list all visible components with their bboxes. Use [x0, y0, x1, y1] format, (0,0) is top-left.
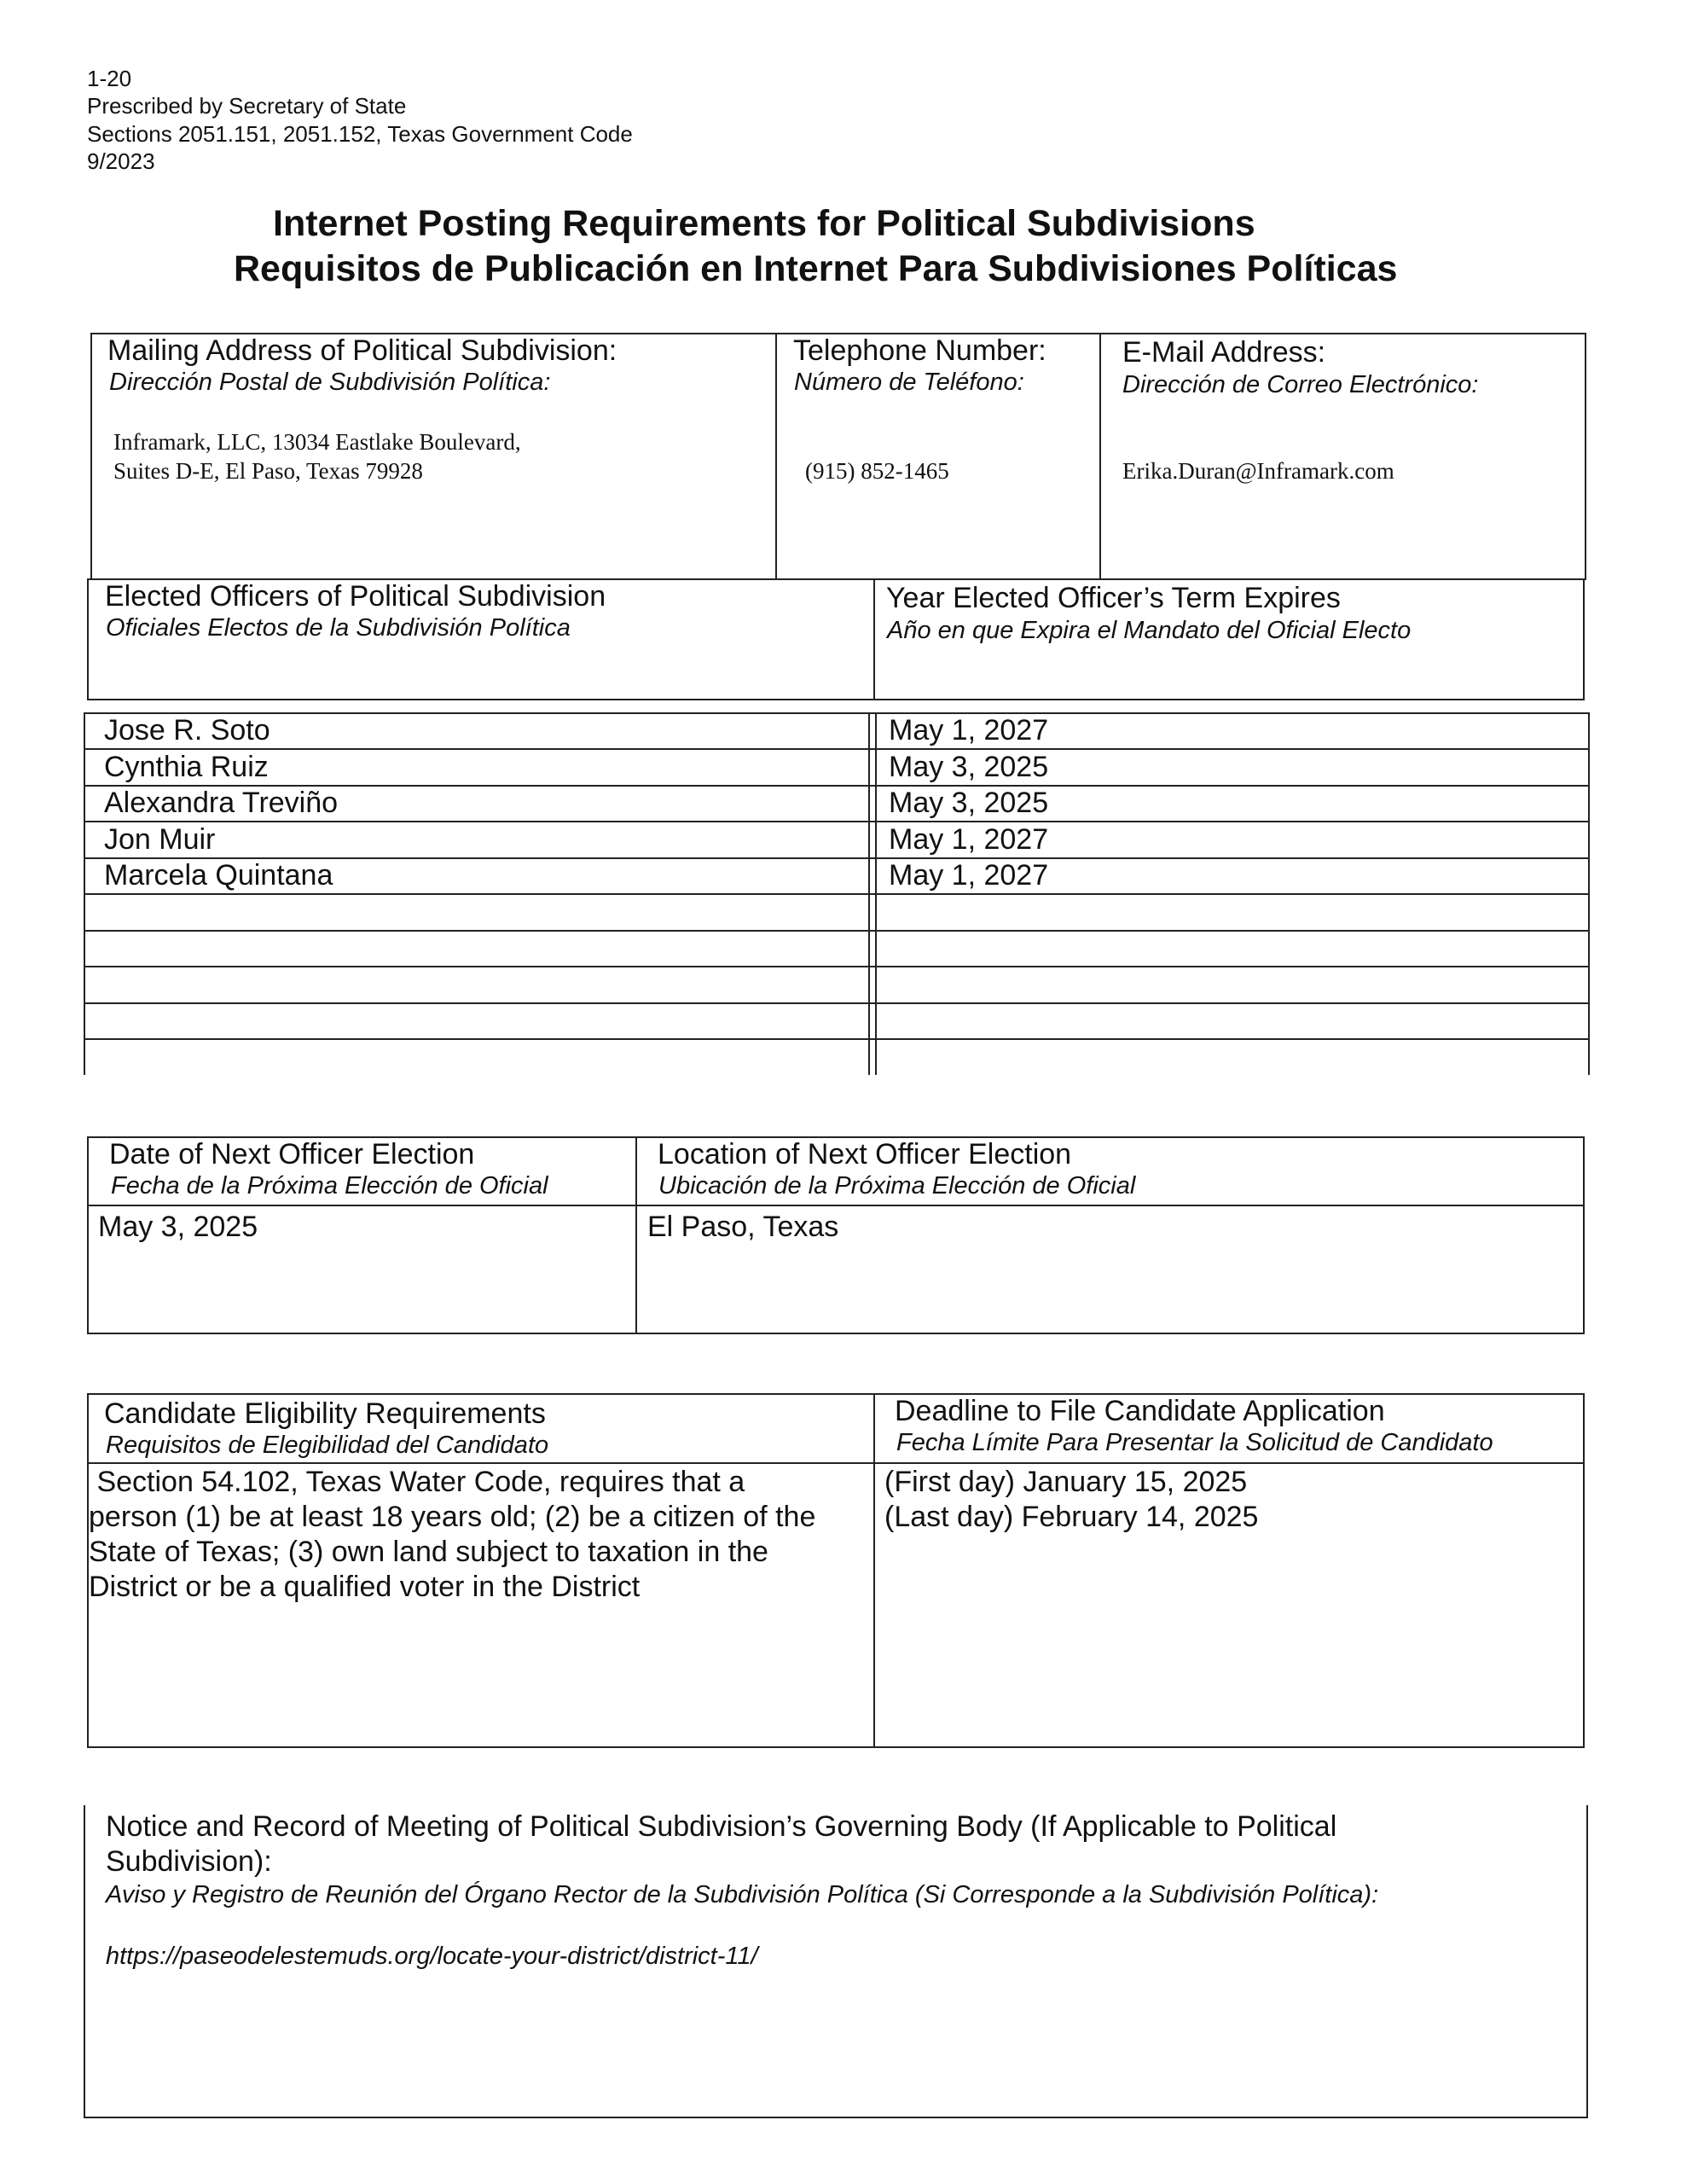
table-row: Jon Muir: [104, 823, 216, 856]
deadline-last-day: (Last day) February 14, 2025: [884, 1501, 1259, 1533]
officers-table: [84, 712, 1590, 1075]
divider: [87, 1462, 1585, 1464]
prescribed-by: Prescribed by Secretary of State: [87, 93, 407, 119]
divider: [873, 578, 875, 700]
title-english: Internet Posting Requirements for Political Subdivisions: [273, 203, 1255, 244]
email-value: Erika.Duran@Inframark.com: [1122, 458, 1394, 484]
term-column-label-es: Año en que Expira el Mandato del Oficial Electo: [887, 617, 1412, 644]
telephone-label-es: Número de Teléfono:: [794, 369, 1024, 396]
table-row: May 1, 2027: [889, 859, 1049, 892]
election-date-label: Date of Next Officer Election: [109, 1138, 475, 1170]
form-number: 1-20: [87, 66, 132, 91]
divider: [1099, 333, 1101, 580]
title-spanish: Requisitos de Publicación en Internet Para Subdivisiones Políticas: [234, 248, 1398, 289]
deadline-first-day: (First day) January 15, 2025: [884, 1466, 1248, 1498]
email-label-es: Dirección de Correo Electrónico:: [1122, 371, 1479, 398]
divider: [87, 1205, 1585, 1206]
eligibility-text-line: District or be a qualified voter in the District: [89, 1571, 641, 1603]
mailing-address-label-es: Dirección Postal de Subdivisión Política:: [109, 369, 551, 396]
mailing-address-line2: Suites D-E, El Paso, Texas 79928: [113, 458, 423, 484]
eligibility-text-line: State of Texas; (3) own land subject to taxation in the: [89, 1536, 768, 1568]
telephone-label: Telephone Number:: [793, 334, 1046, 367]
table-row: Jose R. Soto: [104, 714, 270, 746]
election-location-label-es: Ubicación de la Próxima Elección de Oficial: [658, 1172, 1136, 1199]
election-location-label: Location of Next Officer Election: [658, 1138, 1072, 1170]
mailing-address-label: Mailing Address of Political Subdivision:: [107, 334, 617, 367]
divider: [873, 1393, 875, 1748]
form-date: 9/2023: [87, 148, 155, 174]
deadline-label-es: Fecha Límite Para Presentar la Solicitud de Candidato: [896, 1429, 1493, 1456]
election-location-value: El Paso, Texas: [647, 1211, 839, 1243]
notice-label-line1: Notice and Record of Meeting of Political Subdivision’s Governing Body (If Applicable to Political: [106, 1810, 1337, 1843]
code-sections: Sections 2051.151, 2051.152, Texas Government Code: [87, 121, 633, 147]
mailing-address-line1: Inframark, LLC, 13034 Eastlake Boulevard,: [113, 429, 521, 455]
notice-label-line2: Subdivision):: [106, 1845, 272, 1878]
officers-column-label-es: Oficiales Electos de la Subdivisión Política: [106, 614, 571, 642]
table-row: May 3, 2025: [889, 787, 1049, 819]
divider: [635, 1136, 637, 1334]
table-row: May 3, 2025: [889, 751, 1049, 783]
election-date-value: May 3, 2025: [98, 1211, 258, 1243]
eligibility-label-es: Requisitos de Elegibilidad del Candidato: [106, 1432, 549, 1459]
term-column-label: Year Elected Officer’s Term Expires: [886, 582, 1341, 614]
eligibility-text-line: Section 54.102, Texas Water Code, requires that a: [89, 1466, 745, 1498]
telephone-value: (915) 852-1465: [805, 458, 949, 484]
table-row: Alexandra Treviño: [104, 787, 339, 819]
eligibility-text-line: person (1) be at least 18 years old; (2) be a citizen of the: [89, 1501, 816, 1533]
table-row: May 1, 2027: [889, 823, 1049, 856]
deadline-label: Deadline to File Candidate Application: [895, 1395, 1385, 1427]
officers-column-label: Elected Officers of Political Subdivision: [105, 580, 606, 613]
notice-url[interactable]: https://paseodelestemuds.org/locate-your-district/district-11/: [106, 1943, 758, 1970]
eligibility-label: Candidate Eligibility Requirements: [104, 1397, 546, 1430]
email-label: E-Mail Address:: [1122, 336, 1326, 369]
table-row: Cynthia Ruiz: [104, 751, 269, 783]
table-row: Marcela Quintana: [104, 859, 333, 892]
election-date-label-es: Fecha de la Próxima Elección de Oficial: [111, 1172, 548, 1199]
divider: [775, 333, 777, 580]
notice-label-es: Aviso y Registro de Reunión del Órgano Rector de la Subdivisión Política (Si Corresponde a la Subdivisión Política):: [106, 1881, 1379, 1908]
table-row: May 1, 2027: [889, 714, 1049, 746]
